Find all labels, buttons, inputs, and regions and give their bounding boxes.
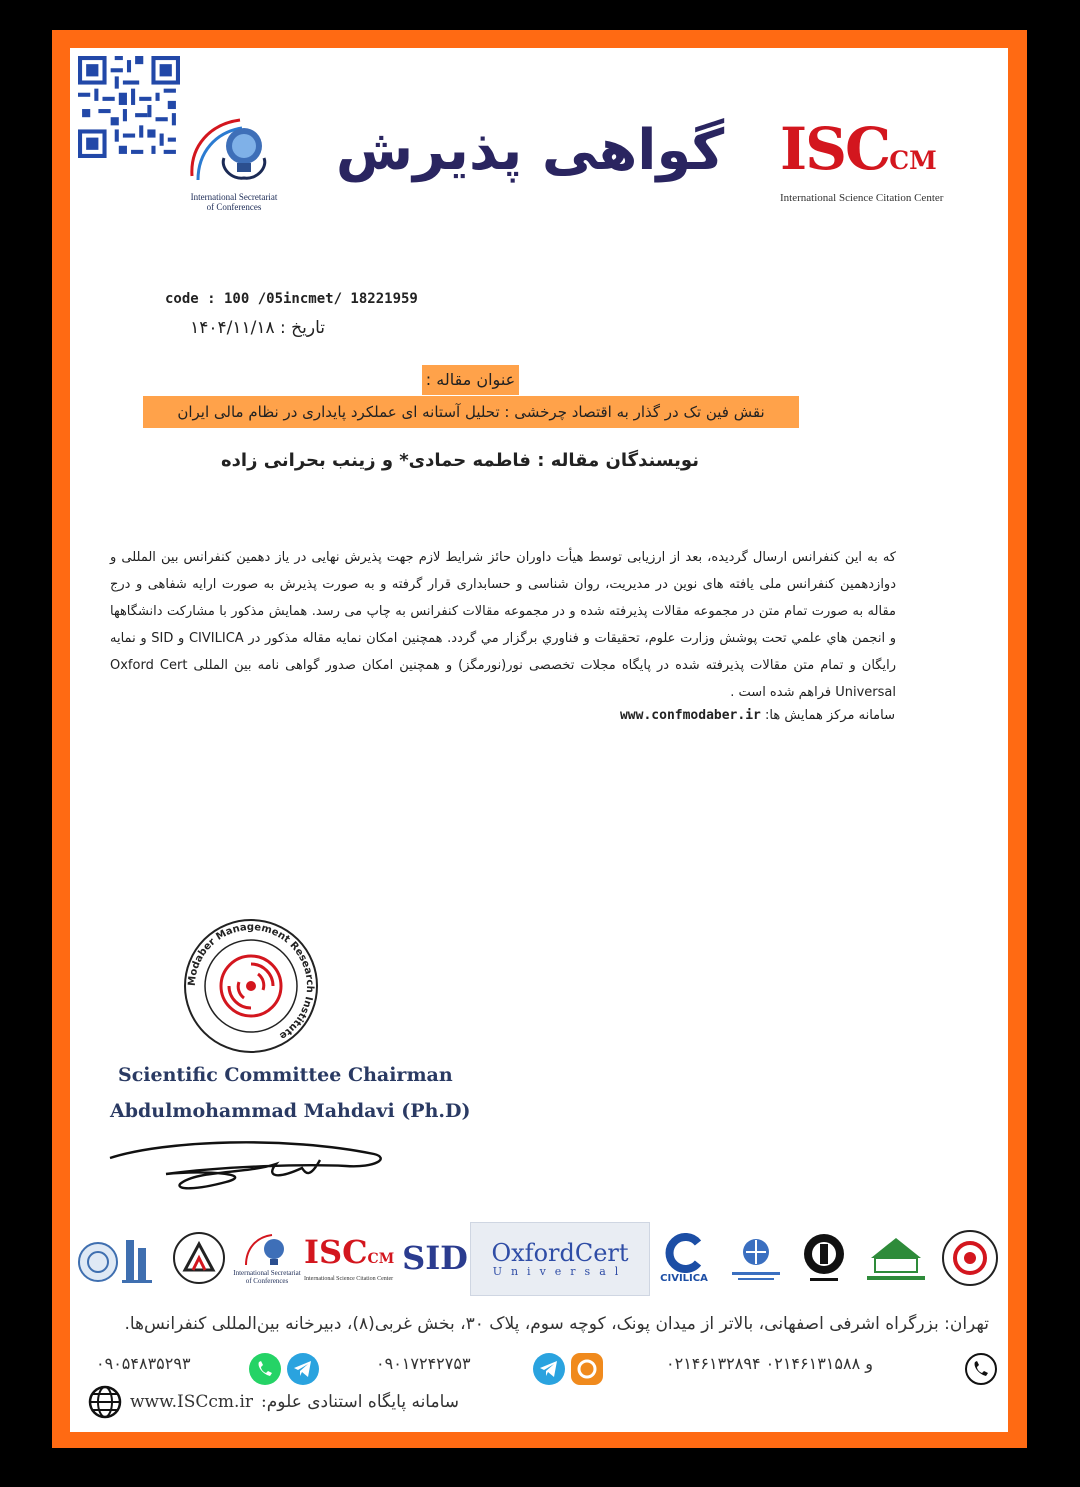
civilica-logo xyxy=(654,1222,714,1294)
ministry-logo xyxy=(76,1222,166,1294)
office-phones: ۰۲۱۴۶۱۳۲۸۹۴ و ۰۲۱۴۶۱۳۱۵۸۸ xyxy=(666,1354,873,1373)
chairman-name: Abdulmohammad Mahdavi (Ph.D) xyxy=(110,1100,471,1122)
footer-isc-suffix: CM xyxy=(367,1250,395,1267)
portal-line xyxy=(470,708,895,723)
site-label: سامانه پایگاه استنادی علوم: xyxy=(261,1392,460,1412)
footer-site xyxy=(88,1384,459,1420)
secretariat-line1: International Secretariat xyxy=(190,192,278,202)
footer-address: تهران: بزرگراه اشرفی اصفهانی، بالاتر از میدان پونک، کوچه سوم، پلاک ۳۰، بخش غربی(۸)، دبیرخانه بین‌المللی کنفرانس‌ها. xyxy=(124,1314,989,1334)
secretariat-logo xyxy=(180,106,288,216)
isc-suffix: CM xyxy=(889,146,937,175)
site-url[interactable]: www.ISCcm.ir xyxy=(130,1392,254,1412)
footer-secretariat-logo xyxy=(232,1222,302,1294)
footer-secretariat-line1: International Secretariat xyxy=(233,1269,301,1277)
globe-icon xyxy=(88,1385,122,1419)
seal-text: Modaber Management Research Institute xyxy=(186,921,316,1042)
isc-main: ISC xyxy=(780,115,890,183)
lightbulb-hand-icon xyxy=(180,106,288,188)
chairman-role: Scientific Committee Chairman xyxy=(118,1064,453,1086)
handwritten-signature xyxy=(106,1130,406,1200)
isc-logo xyxy=(780,115,950,204)
isc-subtitle: International Science Citation Center xyxy=(780,192,944,204)
association-logo xyxy=(170,1222,228,1294)
footer-isc-logo xyxy=(304,1222,396,1294)
scientific-society-logo xyxy=(860,1222,932,1294)
acceptance-paragraph: که به این کنفرانس ارسال گردیده، بعد از ارزیابی توسط هیأت داوران حائز شرایط لازم جهت پذیرش نهایی در یاز دهمین کنفرانس بین المللی و دوازدهمین کنفرانس ملی یافته های نوین در مدیریت، روان شناسی و حسابداری قرار گرفته و به صورت پذیرش به صورت ارایه شفاهی و درج مقاله به صورت تمام متن در مجموعه مقالات پذیرفته شده و در مجموعه مقالات کنفرانس به چاپ می رسد. همایش مذکور با مشارکت دانشگاهها و انجمن هاي علمي تحت پوشش وزارت علوم، تحقیقات و فناوري برگزار مي گردد. همچنین امکان نمایه مقاله مذکور در CIVILICA و SID و نمایه رایگان و تمام متن مقالات پذیرفته شده در پایگاه مجلات تخصصی نور(نورمگز) و همچنین امکان صدور گواهی نامه بین المللی Oxford Cert Universal فراهم شده است . xyxy=(110,550,896,700)
certificate-page xyxy=(70,48,1008,1432)
footer-isc-main: ISC xyxy=(304,1232,368,1271)
footer-secretariat-line2: of Conferences xyxy=(245,1277,289,1285)
telegram-icon[interactable] xyxy=(532,1352,566,1386)
secretariat-line2: of Conferences xyxy=(206,202,262,212)
eitaa-phone: ۰۹۰۱۷۲۴۲۷۵۳ xyxy=(376,1354,471,1373)
noormags-logo xyxy=(724,1222,788,1294)
contact-row xyxy=(80,1350,1000,1386)
sid-logo: SID xyxy=(402,1239,468,1277)
partner-logos xyxy=(76,1222,1002,1294)
phone-icon[interactable] xyxy=(964,1352,998,1386)
oxford-cert-logo xyxy=(470,1222,650,1296)
institute-seal xyxy=(183,918,319,1054)
footer-modaber-logo xyxy=(938,1222,1002,1294)
whatsapp-icon[interactable] xyxy=(248,1352,282,1386)
whatsapp-phone: ۰۹۰۵۴۸۳۵۲۹۳ xyxy=(96,1354,191,1373)
certificate-code: code : 100 /05incmet/ 18221959 xyxy=(165,291,418,307)
qr-code xyxy=(78,56,180,158)
telegram-icon[interactable] xyxy=(286,1352,320,1386)
article-authors: نویسندگان مقاله : فاطمه حمادی* و زینب بحرانی زاده xyxy=(221,450,699,471)
article-title-label: عنوان مقاله : xyxy=(422,365,519,395)
portal-url[interactable]: www.confmodaber.ir xyxy=(619,708,761,723)
footer-isc-sub: International Science Citation Center xyxy=(304,1275,394,1282)
certificate-title: گواهی پذیرش xyxy=(335,118,725,183)
civilica-text: CIVILICA xyxy=(660,1272,708,1284)
university-logo xyxy=(794,1222,854,1294)
article-title: نقش فین تک در گذار به اقتصاد چرخشی : تحلیل آستانه ای عملکرد پایداری در نظام مالی ایران xyxy=(143,396,799,428)
certificate-date: تاریخ : ۱۴۰۴/۱۱/۱۸ xyxy=(190,318,325,338)
oxford-sub: Universal xyxy=(492,1264,628,1278)
portal-label: سامانه مرکز همایش ها: xyxy=(765,708,895,723)
oxford-main: OxfordCert xyxy=(491,1238,629,1267)
eitaa-icon[interactable] xyxy=(570,1352,604,1386)
